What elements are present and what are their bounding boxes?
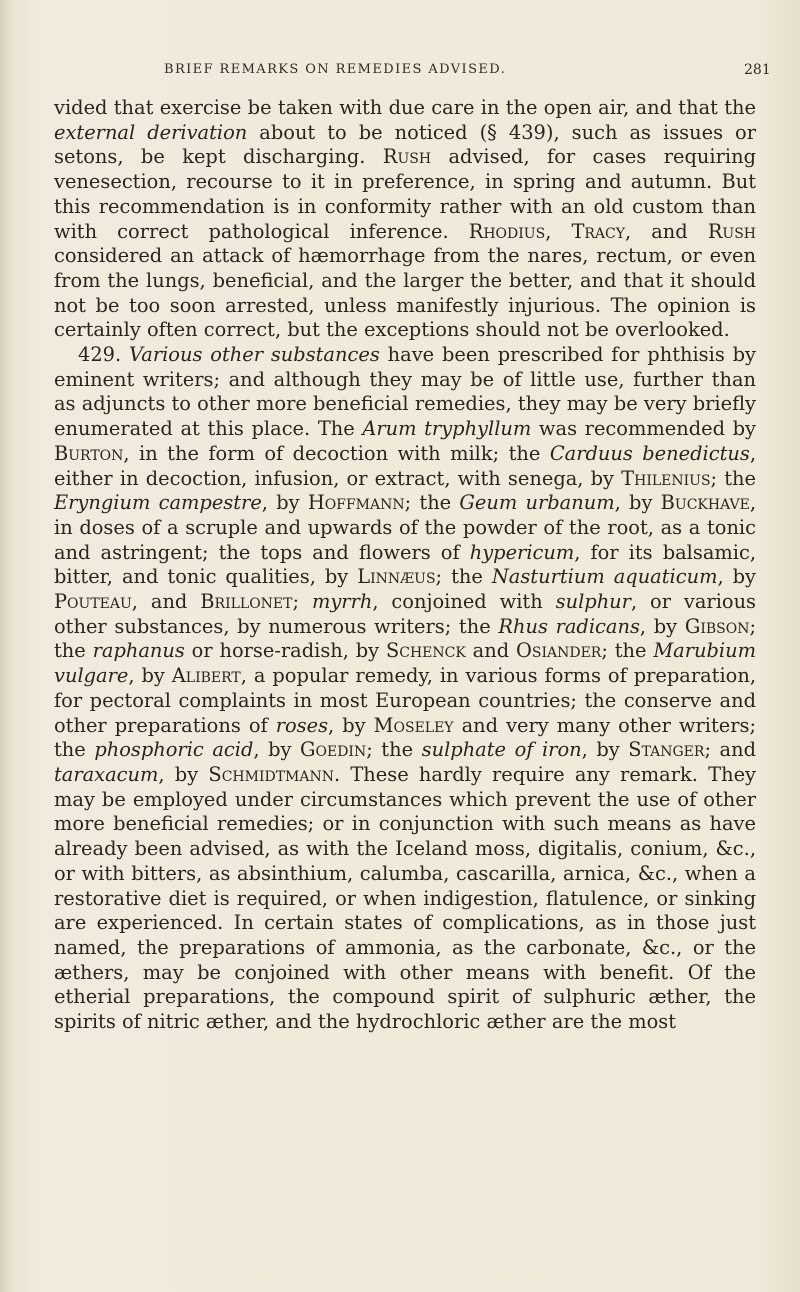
author-name: Tracy xyxy=(571,219,625,243)
text-run: , by xyxy=(639,614,685,638)
italic-term: sulphur xyxy=(555,590,631,614)
text-run: , and xyxy=(625,219,708,243)
text-run: ; xyxy=(292,590,312,614)
italic-term: Geum urbanum xyxy=(459,491,615,515)
text-run: considered an attack of hæmorrhage from the nares, rectum, or even from the lungs, beneficial, and the larger the better, and that it should not be too soon arrested, unless manifestly injurious. The opinion is certainly often correct, but the exceptions should not be overlooked. xyxy=(54,244,756,342)
text-run: , a popular remedy, in various forms of preparation, for pectoral complaints in most European countries; the conserve and other preparations of xyxy=(54,664,756,737)
text-run: , in the form of decoction with milk; the xyxy=(123,441,550,465)
page-number: 281 xyxy=(744,62,771,78)
author-name: Linnæus xyxy=(357,565,436,589)
author-name: Buckhave xyxy=(660,491,750,515)
author-name: Rhodius xyxy=(468,219,546,243)
author-name: Moseley xyxy=(373,713,454,737)
text-run: and xyxy=(465,639,516,663)
text-run: , and xyxy=(131,590,201,614)
page-body xyxy=(54,96,756,1035)
author-name: Burton xyxy=(54,441,124,465)
italic-term: roses xyxy=(275,713,329,737)
text-run: and very many other writers; the xyxy=(54,713,756,762)
italic-term: hypericum xyxy=(469,540,575,564)
author-name: Gibson xyxy=(684,614,750,638)
author-name: Schmidtmann xyxy=(208,762,334,786)
text-run: , by xyxy=(614,491,661,515)
text-run: , by xyxy=(128,664,172,688)
author-name: Stanger xyxy=(628,738,705,762)
italic-term: Various other substances xyxy=(129,343,380,367)
author-name: Thilenius xyxy=(621,466,711,490)
italic-term: phosphoric acid xyxy=(94,738,254,762)
paragraph-429 xyxy=(54,343,756,1035)
italic-term: taraxacum xyxy=(54,762,159,786)
italic-term: Nasturtium aquaticum xyxy=(491,565,718,589)
text-run: advised, for cases requiring venesection, recourse to it in preference, in spring and autumn. But this recommendation is in conformity rather with an old custom than with correct pathological inference. xyxy=(54,145,756,243)
page-header xyxy=(0,62,800,86)
text-run: ; the xyxy=(710,466,756,490)
italic-term: Rhus radicans xyxy=(498,614,640,638)
text-run: , by xyxy=(261,491,308,515)
author-name: Pouteau xyxy=(54,590,132,614)
text-run: about to be noticed (§ 439), such as issues or setons, be kept discharging. xyxy=(54,120,756,169)
author-name: Rush xyxy=(707,219,757,243)
running-head: BRIEF REMARKS ON REMEDIES ADVISED. xyxy=(164,62,507,77)
author-name: Goedin xyxy=(300,738,367,762)
text-run: have been prescribed for phthisis by eminent writers; and although they may be of little use, further than as adjuncts to other more beneficial remedies, they may be very briefly enumerated at this place. The xyxy=(54,343,757,441)
author-name: Alibert xyxy=(171,664,241,688)
text-run: , in doses of a scruple and upwards of the powder of the root, as a tonic and astringent; the tops and flowers of xyxy=(54,491,756,564)
text-run: , by xyxy=(158,762,209,786)
paragraph-exercise xyxy=(54,96,756,343)
author-name: Hoffmann xyxy=(307,491,405,515)
text-run: . These hardly require any remark. They may be employed under circumstances which prevent the use of other more beneficial remedies; or in conjunction with such means as have already been advised, as with the Iceland moss, digitalis, conium, &c., or with bitters, as absinthium, calumba, cascarilla, arnica, &c., when a restorative diet is required, or when indigestion, flatulence, or sinking are experienced. In certain states of complications, as in those just named, the preparations of ammonia, as the carbonate, &c., or the æthers, may be conjoined with other means with benefit. Of the etherial preparations, the compound spirit of sulphuric æther, the spirits of nitric æther, and the hydrochloric æther are the most xyxy=(54,762,757,1034)
text-run: , by xyxy=(328,713,374,737)
text-run: , conjoined with xyxy=(372,590,556,614)
text-run: ; the xyxy=(435,565,492,589)
text-run: , by xyxy=(717,565,756,589)
italic-term: Arum tryphyllum xyxy=(362,417,532,441)
author-name: Schenck xyxy=(385,639,466,663)
author-name: Rush xyxy=(382,145,432,169)
text-run: , xyxy=(545,219,572,243)
author-name: Brillonet xyxy=(200,590,293,614)
italic-term: Marubium vulgare xyxy=(54,639,756,688)
italic-term: Carduus benedictus xyxy=(549,441,750,465)
text-run: or horse-radish, by xyxy=(184,639,386,663)
text-run: , by xyxy=(581,738,629,762)
section-number: 429. xyxy=(78,343,130,367)
text-run: , for its balsamic, bitter, and tonic qualities, by xyxy=(54,540,756,589)
text-run: was recommended by xyxy=(531,417,756,441)
text-run: ; and xyxy=(704,738,757,762)
text-run: vided that exercise be taken with due care in the open air, and that the xyxy=(54,96,756,119)
text-run: , by xyxy=(253,738,301,762)
text-run: ; the xyxy=(366,738,422,762)
italic-term: myrrh xyxy=(311,590,373,614)
italic-term: raphanus xyxy=(92,639,185,663)
italic-term: Eryngium campestre xyxy=(54,491,262,515)
text-run: ; the xyxy=(601,639,654,663)
italic-term: sulphate of iron xyxy=(421,738,582,762)
italic-term: external derivation xyxy=(54,120,248,144)
text-run: , either in decoction, infusion, or extract, with senega, by xyxy=(54,441,756,490)
text-run: , or various other substances, by numerous writers; the xyxy=(54,590,757,638)
text-run: ; the xyxy=(54,614,757,663)
author-name: Osiander xyxy=(515,639,602,663)
text-run: ; the xyxy=(404,491,460,515)
